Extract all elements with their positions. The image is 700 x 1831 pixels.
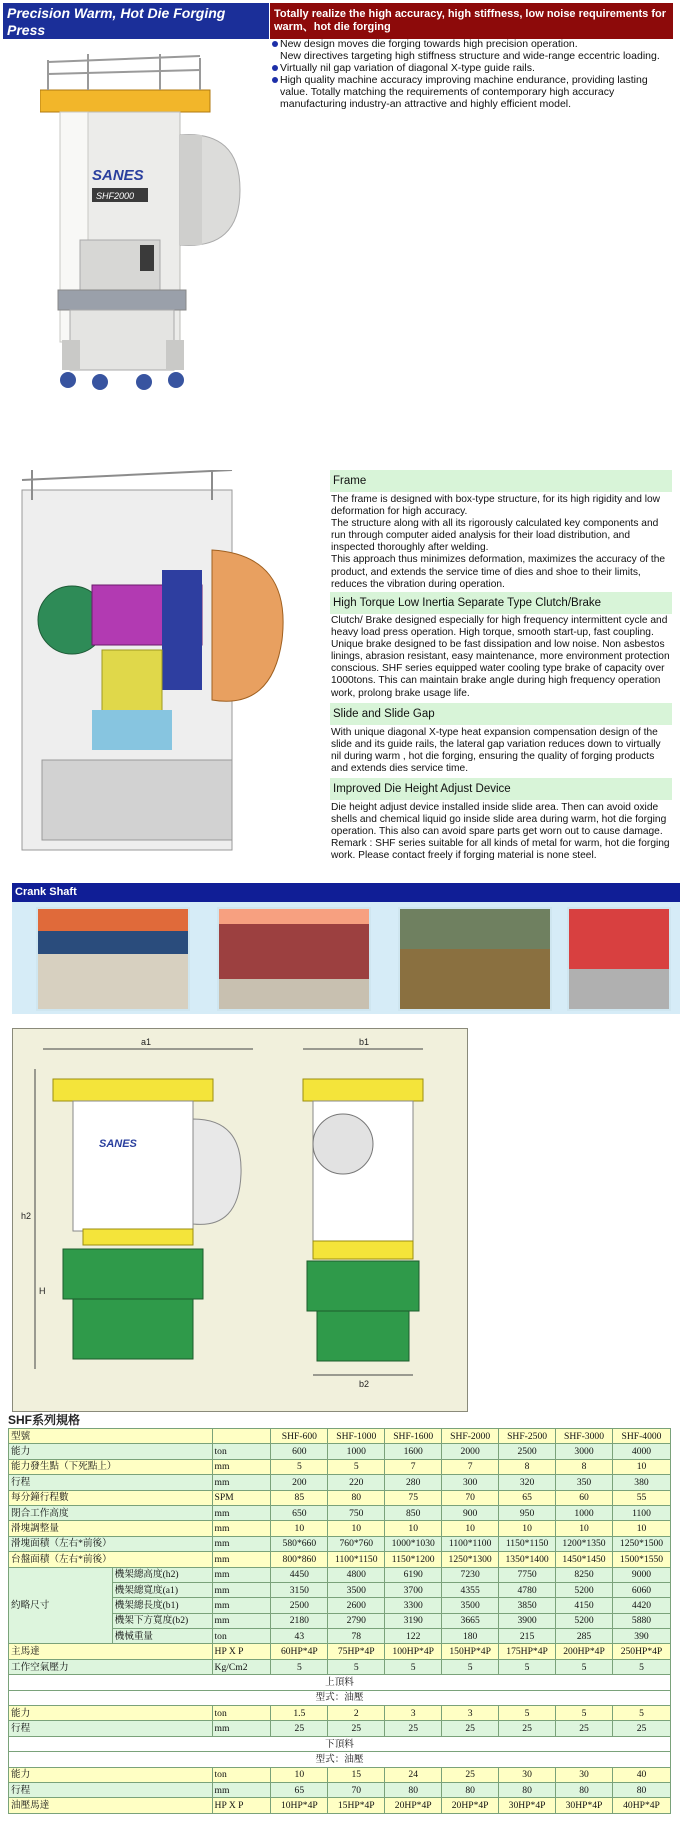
row-unit: mm <box>212 1613 271 1628</box>
table-cell: 5 <box>612 1706 670 1721</box>
table-cell: 4420 <box>612 1598 670 1613</box>
row-label: 主馬達 <box>9 1644 213 1659</box>
table-cell: 1100*1150 <box>328 1552 385 1567</box>
table-cell: 580*660 <box>271 1536 328 1551</box>
table-cell: 350 <box>556 1475 613 1490</box>
table-header-row <box>9 1429 671 1444</box>
table-cell: 5880 <box>612 1613 670 1628</box>
row-unit: mm <box>212 1582 271 1597</box>
table-cell: 5 <box>612 1659 670 1674</box>
row-label: 台盤面積（左右*前後） <box>9 1552 213 1567</box>
row-label: 能力 <box>9 1767 213 1782</box>
row-unit: HP X P <box>212 1644 271 1659</box>
table-cell: 8250 <box>556 1567 613 1582</box>
row-label: 工作空氣壓力 <box>9 1659 213 1674</box>
approx-dim-label: 約略尺寸 <box>9 1567 113 1644</box>
table-cell: 175HP*4P <box>499 1644 556 1659</box>
table-cell: 25 <box>556 1721 613 1736</box>
row-unit: mm <box>212 1598 271 1613</box>
list-item: High quality machine accuracy improving machine endurance, providing lasting value. Totally matching the requirements of contemporary high accuracy manufacturing industry-an attractive and highly efficient model. <box>272 74 672 110</box>
table-row <box>9 1567 671 1582</box>
table-cell: 10 <box>271 1521 328 1536</box>
table-cell: 30HP*4P <box>556 1798 613 1813</box>
table-cell: 1000*1030 <box>385 1536 442 1551</box>
table-cell: 1100 <box>612 1505 670 1520</box>
table-row <box>9 1644 671 1659</box>
table-cell: 180 <box>442 1629 499 1644</box>
table-cell: 15 <box>328 1767 385 1782</box>
row-unit: mm <box>212 1782 271 1797</box>
table-cell: 3500 <box>442 1598 499 1613</box>
table-row <box>9 1659 671 1674</box>
row-label: 每分鐘行程數 <box>9 1490 213 1505</box>
table-cell: 10 <box>271 1767 328 1782</box>
table-cell: 3190 <box>385 1613 442 1628</box>
table-cell: 25 <box>499 1721 556 1736</box>
table-cell: 1150*1150 <box>499 1536 556 1551</box>
table-cell: 4780 <box>499 1582 556 1597</box>
row-unit: mm <box>212 1721 271 1736</box>
table-cell: 8 <box>499 1459 556 1474</box>
row-unit: ton <box>212 1706 271 1721</box>
table-cell: 30 <box>499 1767 556 1782</box>
table-cell: 3850 <box>499 1598 556 1613</box>
dimension-drawing <box>12 1028 468 1412</box>
row-unit: ton <box>212 1444 271 1459</box>
table-cell: 600 <box>271 1444 328 1459</box>
table-cell: 75 <box>385 1490 442 1505</box>
table-cell: 122 <box>385 1629 442 1644</box>
dim-label-b2: b2 <box>359 1379 370 1389</box>
section-body-die-height: Die height adjust device installed inside slide area. Then can avoid oxide shells and chemical liquid go inside slide area during warm, hot die forging operation. This also can avoid spare parts get worn out to cause damage. Remark : SHF series suitable for all kinds of metal for warm, hot die forging work. Please contact freely if forging material is none steel. <box>331 802 670 862</box>
table-cell: 3150 <box>271 1582 328 1597</box>
row-label: 能力發生點（下死點上） <box>9 1459 213 1474</box>
table-cell: 80 <box>556 1782 613 1797</box>
model-header: SHF-3000 <box>556 1429 613 1444</box>
row-label: 行程 <box>9 1721 213 1736</box>
table-cell: 1.5 <box>271 1706 328 1721</box>
table-cell: 3900 <box>499 1613 556 1628</box>
table-cell: 950 <box>499 1505 556 1520</box>
table-cell: 20HP*4P <box>385 1798 442 1813</box>
table-cell: 2180 <box>271 1613 328 1628</box>
row-label: 能力 <box>9 1444 213 1459</box>
table-cell: 150HP*4P <box>442 1644 499 1659</box>
row-unit: mm <box>212 1459 271 1474</box>
table-cell: 4150 <box>556 1598 613 1613</box>
table-row <box>9 1459 671 1474</box>
dim-label-h: H <box>39 1286 46 1296</box>
table-cell: 4450 <box>271 1567 328 1582</box>
table-row <box>9 1767 671 1782</box>
dimension-drawing-svg <box>13 1029 467 1411</box>
row-label: 行程 <box>9 1475 213 1490</box>
row-unit: mm <box>212 1521 271 1536</box>
table-cell: 7 <box>385 1459 442 1474</box>
section-row <box>9 1690 671 1705</box>
table-cell: 2 <box>328 1706 385 1721</box>
table-cell: 40HP*4P <box>612 1798 670 1813</box>
table-cell: 5200 <box>556 1613 613 1628</box>
table-cell: 850 <box>385 1505 442 1520</box>
table-cell: 10 <box>385 1521 442 1536</box>
table-cell: 300 <box>442 1475 499 1490</box>
table-cell: 55 <box>612 1490 670 1505</box>
table-cell: 1250*1500 <box>612 1536 670 1551</box>
sub-section-type: 型式：油壓 <box>9 1752 671 1767</box>
table-cell: 1150*1200 <box>385 1552 442 1567</box>
table-cell: 10 <box>612 1521 670 1536</box>
table-cell: 2790 <box>328 1613 385 1628</box>
table-cell: 1000 <box>328 1444 385 1459</box>
table-cell: 3 <box>385 1706 442 1721</box>
model-header: SHF-2000 <box>442 1429 499 1444</box>
table-cell: 1500*1550 <box>612 1552 670 1567</box>
table-cell: 1600 <box>385 1444 442 1459</box>
table-cell: 80 <box>385 1782 442 1797</box>
table-cell: 280 <box>385 1475 442 1490</box>
dim-label-a1: a1 <box>141 1037 152 1047</box>
table-cell: 85 <box>271 1490 328 1505</box>
table-cell: 78 <box>328 1629 385 1644</box>
table-cell: 3 <box>442 1706 499 1721</box>
table-cell: 43 <box>271 1629 328 1644</box>
row-unit: ton <box>212 1629 271 1644</box>
table-cell: 900 <box>442 1505 499 1520</box>
table-cell: 5 <box>385 1659 442 1674</box>
table-cell: 25 <box>271 1721 328 1736</box>
table-cell: 25 <box>385 1721 442 1736</box>
model-header: SHF-1000 <box>328 1429 385 1444</box>
table-cell: 70 <box>328 1782 385 1797</box>
table-row <box>9 1490 671 1505</box>
table-cell: 5 <box>556 1706 613 1721</box>
spec-title: SHF系列規格 <box>8 1413 81 1427</box>
table-row <box>9 1721 671 1736</box>
table-cell: 80 <box>442 1782 499 1797</box>
factory-photo <box>567 907 671 1011</box>
section-body-clutch: Clutch/ Brake designed especially for high frequency intermittent cycle and heavy load press operation. High torque, smooth start-up, fast coupling. Unique brake designed to be fast dissipation and low noise. Non asbestos linings, abrasion resistant, easy maintenance, more environment protection conscious. SHF series equipped water cooling type brake of capacity over 1000tons. This can maintain brake angle during high frequency operation work, prolong brake usage life. <box>331 615 670 699</box>
table-cell: 3665 <box>442 1613 499 1628</box>
table-row <box>9 1552 671 1567</box>
table-cell: 250HP*4P <box>612 1644 670 1659</box>
table-cell: 285 <box>556 1629 613 1644</box>
table-cell: 5 <box>556 1659 613 1674</box>
table-cell: 65 <box>499 1490 556 1505</box>
table-cell: 80 <box>612 1782 670 1797</box>
table-row <box>9 1782 671 1797</box>
table-cell: 800*860 <box>271 1552 328 1567</box>
factory-photo <box>217 907 371 1011</box>
table-row <box>9 1706 671 1721</box>
table-row <box>9 1475 671 1490</box>
section-row <box>9 1736 671 1751</box>
section-heading-frame: Frame <box>330 470 672 492</box>
sub-section-heading: 下頂料 <box>9 1736 671 1751</box>
cutaway-diagram <box>12 470 312 870</box>
table-cell: 220 <box>328 1475 385 1490</box>
table-cell: 390 <box>612 1629 670 1644</box>
table-cell: 5 <box>328 1459 385 1474</box>
table-cell: 320 <box>499 1475 556 1490</box>
table-cell: 6190 <box>385 1567 442 1582</box>
dim-label-b1: b1 <box>359 1037 370 1047</box>
table-cell: 10 <box>612 1459 670 1474</box>
table-cell: 25 <box>442 1767 499 1782</box>
row-unit: HP X P <box>212 1798 271 1813</box>
table-cell: 1350*1400 <box>499 1552 556 1567</box>
table-cell: 215 <box>499 1629 556 1644</box>
table-cell: 6060 <box>612 1582 670 1597</box>
table-cell: 3000 <box>556 1444 613 1459</box>
table-row <box>9 1798 671 1813</box>
table-cell: 3300 <box>385 1598 442 1613</box>
model-header: SHF-2500 <box>499 1429 556 1444</box>
table-cell: 30 <box>556 1767 613 1782</box>
row-unit: SPM <box>212 1490 271 1505</box>
table-cell: 1100*1100 <box>442 1536 499 1551</box>
table-cell: 70 <box>442 1490 499 1505</box>
table-cell: 100HP*4P <box>385 1644 442 1659</box>
table-cell: 25 <box>612 1721 670 1736</box>
product-title: Precision Warm, Hot Die Forging Press <box>3 3 269 39</box>
list-item-continuation: New directives targeting high stiffness structure and wide-range eccentric loading. <box>280 50 660 62</box>
sub-section-type: 型式：油壓 <box>9 1690 671 1705</box>
table-cell: 7230 <box>442 1567 499 1582</box>
table-cell: 30HP*4P <box>499 1798 556 1813</box>
spec-table <box>8 1428 671 1814</box>
brand-logo: SANES <box>92 167 144 184</box>
table-cell: 5 <box>328 1659 385 1674</box>
table-cell: 15HP*4P <box>328 1798 385 1813</box>
table-cell: 1000 <box>556 1505 613 1520</box>
row-label: 機架下方寬度(b2) <box>112 1613 212 1628</box>
row-label: 滑塊調整量 <box>9 1521 213 1536</box>
row-label: 能力 <box>9 1706 213 1721</box>
section-row <box>9 1675 671 1690</box>
model-label: 型號 <box>9 1429 213 1444</box>
crankshaft-photo <box>398 907 552 1011</box>
drawing-logo: SANES <box>99 1138 137 1150</box>
table-cell: 10 <box>499 1521 556 1536</box>
section-row <box>9 1752 671 1767</box>
table-cell: 5 <box>271 1659 328 1674</box>
table-row <box>9 1536 671 1551</box>
table-cell: 380 <box>612 1475 670 1490</box>
row-unit: Kg/Cm2 <box>212 1659 271 1674</box>
table-cell: 1450*1450 <box>556 1552 613 1567</box>
press-machine-image <box>40 40 260 432</box>
table-cell: 60 <box>556 1490 613 1505</box>
table-cell: 24 <box>385 1767 442 1782</box>
table-cell: 25 <box>328 1721 385 1736</box>
table-cell: 10 <box>442 1521 499 1536</box>
table-cell: 7 <box>442 1459 499 1474</box>
row-unit: ton <box>212 1767 271 1782</box>
table-row <box>9 1444 671 1459</box>
table-cell: 10HP*4P <box>271 1798 328 1813</box>
table-row <box>9 1505 671 1520</box>
table-cell: 4355 <box>442 1582 499 1597</box>
table-cell: 2500 <box>499 1444 556 1459</box>
table-cell: 3500 <box>328 1582 385 1597</box>
section-body-slide: With unique diagonal X-type heat expansion compensation design of the slide and its guide rails, the lateral gap variation reduces down to virtually nil during warm , hot die forging, ensuring the quality of forging products and extends dies service time. <box>331 727 661 775</box>
feature-list <box>272 38 672 110</box>
row-label: 機械重量 <box>112 1629 212 1644</box>
row-unit: mm <box>212 1567 271 1582</box>
model-header: SHF-600 <box>271 1429 328 1444</box>
table-cell: 10 <box>328 1521 385 1536</box>
table-cell: 80 <box>328 1490 385 1505</box>
section-heading-slide: Slide and Slide Gap <box>330 703 672 725</box>
table-cell: 2000 <box>442 1444 499 1459</box>
table-cell: 9000 <box>612 1567 670 1582</box>
row-label: 機架總寬度(a1) <box>112 1582 212 1597</box>
model-header: SHF-1600 <box>385 1429 442 1444</box>
table-cell: 1250*1300 <box>442 1552 499 1567</box>
row-unit: mm <box>212 1536 271 1551</box>
table-cell: 200HP*4P <box>556 1644 613 1659</box>
table-cell: 20HP*4P <box>442 1798 499 1813</box>
table-cell: 25 <box>442 1721 499 1736</box>
row-label: 油壓馬達 <box>9 1798 213 1813</box>
table-cell: 4800 <box>328 1567 385 1582</box>
table-cell: 8 <box>556 1459 613 1474</box>
dim-label-h2: h2 <box>21 1211 32 1221</box>
row-label: 行程 <box>9 1782 213 1797</box>
table-cell: 650 <box>271 1505 328 1520</box>
row-label: 滑塊面積（左右*前後） <box>9 1536 213 1551</box>
table-cell: 5200 <box>556 1582 613 1597</box>
model-header: SHF-4000 <box>612 1429 670 1444</box>
table-cell: 40 <box>612 1767 670 1782</box>
table-cell: 75HP*4P <box>328 1644 385 1659</box>
table-cell: 2500 <box>271 1598 328 1613</box>
crank-shaft-heading: Crank Shaft <box>12 883 680 902</box>
table-cell: 5 <box>499 1706 556 1721</box>
section-body-frame: The frame is designed with box-type structure, for its high rigidity and low deformation for high accuracy. The structure along with all its rigorously calculated key components and run through computer aided analysis for their load distribution, and inspected thoroughly after welding. This approach thus minimizes deformation, maximizes the accuracy of the product, and extends the service time of dies and shoe to their limits, reduces the vibration during operation. <box>331 494 666 590</box>
row-unit: mm <box>212 1505 271 1520</box>
tagline: Totally realize the high accuracy, high stiffness, low noise requirements for warm、hot die forging <box>270 3 673 39</box>
factory-photo <box>36 907 190 1011</box>
row-unit: mm <box>212 1475 271 1490</box>
list-item: Virtually nil gap variation of diagonal X-type guide rails. <box>272 62 672 74</box>
table-cell: 5 <box>442 1659 499 1674</box>
table-cell: 1200*1350 <box>556 1536 613 1551</box>
table-cell: 10 <box>556 1521 613 1536</box>
table-cell: 750 <box>328 1505 385 1520</box>
row-label: 機架總長度(b1) <box>112 1598 212 1613</box>
table-cell: 80 <box>499 1782 556 1797</box>
row-unit: mm <box>212 1552 271 1567</box>
list-item: New design moves die forging towards high precision operation. <box>272 38 672 50</box>
row-label: 機架總高度(h2) <box>112 1567 212 1582</box>
table-row <box>9 1521 671 1536</box>
table-cell: 7750 <box>499 1567 556 1582</box>
table-cell: 760*760 <box>328 1536 385 1551</box>
table-cell: 5 <box>271 1459 328 1474</box>
section-heading-die-height: Improved Die Height Adjust Device <box>330 778 672 800</box>
table-cell: 2600 <box>328 1598 385 1613</box>
model-plate: SHF2000 <box>96 191 135 201</box>
table-cell: 60HP*4P <box>271 1644 328 1659</box>
table-cell: 5 <box>499 1659 556 1674</box>
sub-section-heading: 上頂料 <box>9 1675 671 1690</box>
row-label: 閉合工作高度 <box>9 1505 213 1520</box>
photo-strip <box>12 902 680 1014</box>
table-cell: 4000 <box>612 1444 670 1459</box>
table-cell: 200 <box>271 1475 328 1490</box>
unit-header <box>212 1429 271 1444</box>
table-cell: 65 <box>271 1782 328 1797</box>
table-cell: 3700 <box>385 1582 442 1597</box>
section-heading-clutch: High Torque Low Inertia Separate Type Clutch/Brake <box>330 592 672 614</box>
